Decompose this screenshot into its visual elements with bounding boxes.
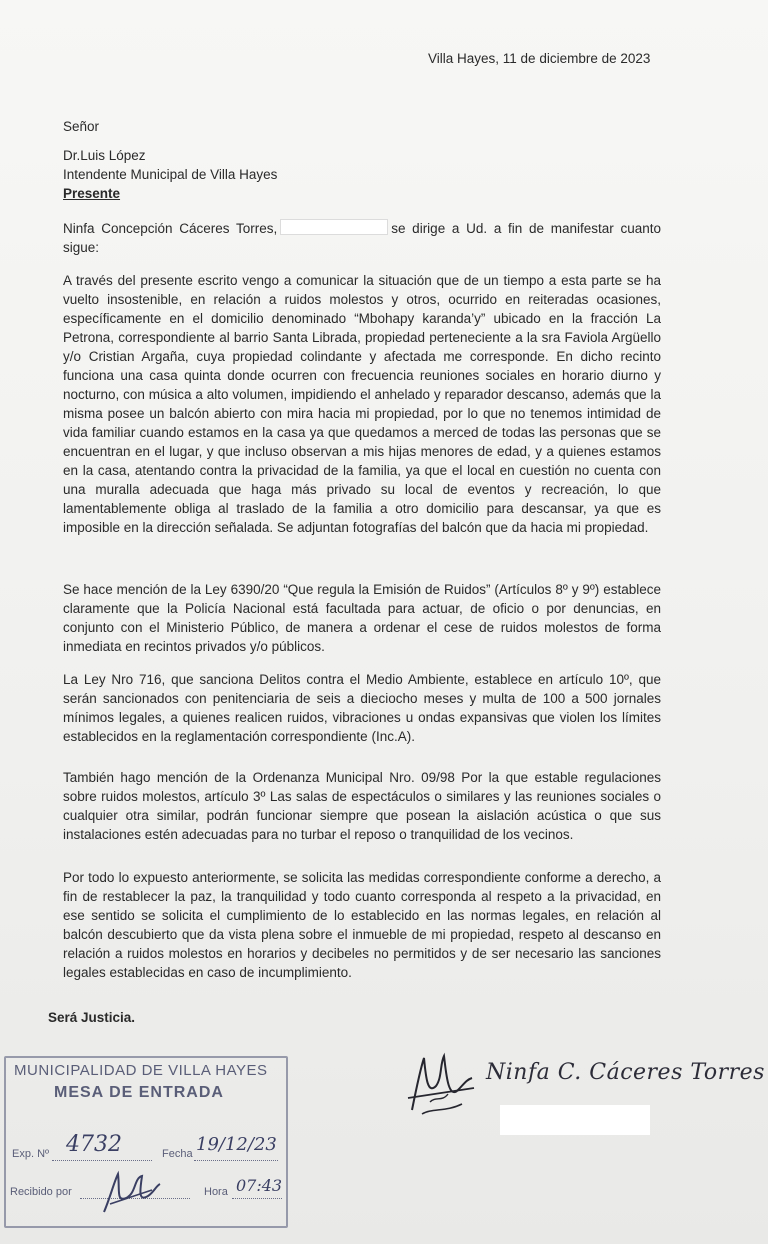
salutation: Señor: [63, 119, 100, 134]
signature-redaction-box: [500, 1105, 650, 1135]
stamp-exp-line: [52, 1160, 152, 1161]
receiver-signature-icon: [96, 1168, 166, 1218]
intro-paragraph: [63, 219, 661, 257]
stamp-exp-value: 4732: [66, 1132, 122, 1157]
stamp-exp-label: Exp. Nº: [12, 1148, 50, 1160]
redaction-box: [280, 219, 388, 235]
signature-name: Ninfa C. Cáceres Torres: [486, 1060, 765, 1085]
recipient-block: [63, 146, 277, 203]
body-paragraph-5: Por todo lo expuesto anteriormente, se solicita las medidas correspondiente conforme a derecho, a fin de restablecer la paz, la tranquilidad y todo cuanto corresponda al respeto a la privacidad, en ese sentido se solicita el cumplimiento de lo establecido en las normas legales, en relación al balcón descubierto que da vista plena sobre el inmueble de mi propiedad, respeto al descanso en relación a ruidos molestos en horarios y decibeles no permitidos y de ser necesario las sanciones legales establecidas en caso de incumplimiento.: [63, 870, 661, 980]
stamp-fecha-value: 19/12/23: [196, 1134, 277, 1155]
stamp-municipality: MUNICIPALIDAD DE VILLA HAYES: [14, 1062, 268, 1079]
stamp-hora-value: 07:43: [236, 1176, 283, 1195]
letter-date: Villa Hayes, 11 de diciembre de 2023: [428, 51, 651, 66]
reception-stamp: [4, 1056, 286, 1226]
body-paragraph-1: A través del presente escrito vengo a comunicar la situación que de un tiempo a esta parte se ha vuelto insostenible, en relación a ruidos molestos y otros, ocurrido en reiteradas ocasiones, específicamente en el domicilio denominado “Mbohapy karanda’y” ubicado en la fracción La Petrona, correspondiente al barrio Santa Librada, propiedad perteneciente a la sra Faviola Argüello y/o Cristian Argaña, cuya propiedad colindante y afectada me corresponde. En dicho recinto funciona una casa quinta donde ocurren con frecuencia reuniones sociales en horario diurno y nocturno, con música a alto volumen, impidiendo el anhelado y reparador descanso, además que la misma posee un balcón abierto con mira hacia mi propiedad, por lo que no tenemos intimidad de vida familiar cuando estamos en la casa ya que quedamos a merced de todas las personas que se encuentran en el lugar, y que incluso observan a mis hijas menores de edad, y a quienes estamos en la casa, atentando contra la privacidad de la familia, ya que el local en cuestión no cuenta con una muralla adecuada que haga más privado su local de eventos y recreación, lo que lamentablemente obliga al traslado de la familia a otro domicilio para descansar, ya que es imposible en la dirección señalada. Se adjuntan fotografías del balcón que da hacia mi propiedad.: [63, 273, 661, 535]
intro-sender: Ninfa Concepción Cáceres Torres,: [63, 221, 278, 236]
stamp-fecha-line: [194, 1160, 278, 1161]
body-paragraph-4: También hago mención de la Ordenanza Municipal Nro. 09/98 Por la que estable regulaciones sobre ruidos molestos, artículo 3º Las salas de espectáculos o similares y las reuniones sociales o cualquier otra similar, podrán funcionar siempre que posean la aislación acústica o que sus instalaciones estén adecuadas para no turbar el reposo o tranquilidad de los vecinos.: [63, 770, 661, 842]
recipient-title: Intendente Municipal de Villa Hayes: [63, 167, 278, 182]
body-paragraph-2: Se hace mención de la Ley 6390/20 “Que regula la Emisión de Ruidos” (Artículos 8º y 9º) establece claramente que la Policía Nacional está facultada para actuar, de oficio o por denuncias, en conjunto con el Ministerio Público, de manera a ordenar el cese de ruidos molestos de forma inmediata en recintos privados y/o públicos.: [63, 582, 661, 654]
closing-line: Será Justicia.: [48, 1010, 136, 1025]
stamp-fecha-label: Fecha: [162, 1148, 193, 1160]
stamp-hora-label: Hora: [204, 1186, 228, 1198]
stamp-recibido-label: Recibido por: [10, 1186, 72, 1198]
intro-purpose: se dirige a Ud. a fin de manifestar cuanto sigue:: [63, 221, 661, 255]
body-paragraph-3: La Ley Nro 716, que sanciona Delitos contra el Medio Ambiente, establece en artículo 10º, que serán sancionados con penitenciaria de seis a dieciocho meses y multa de 100 a 500 jornales mínimos legales, a quienes realicen ruidos, vibraciones u ondas expansivas que violen los límites establecidos en la reglamentación correspondiente (Inc.A).: [63, 672, 661, 744]
recipient-name: Dr.Luis López: [63, 148, 146, 163]
signature-scribble-icon: [402, 1050, 482, 1122]
stamp-hora-line: [232, 1198, 282, 1199]
stamp-office: MESA DE ENTRADA: [54, 1084, 224, 1101]
presente-label: Presente: [63, 186, 121, 201]
